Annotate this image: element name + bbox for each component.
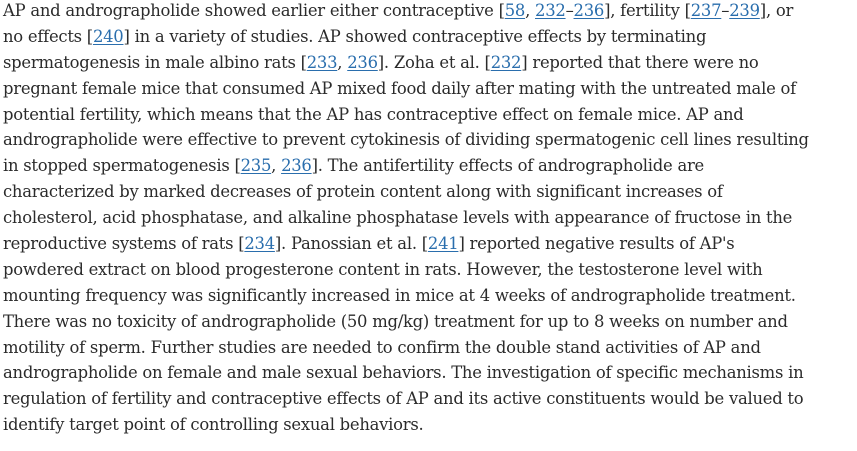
citation-link[interactable]: 58 — [504, 1, 526, 20]
text-run: in stopped spermatogenesis [ — [3, 156, 241, 176]
text-run: ], or — [759, 1, 794, 20]
text-line — [3, 24, 847, 50]
text-line — [3, 283, 847, 309]
text-run: , — [337, 52, 348, 72]
text-run: powdered extract on blood progesterone content in rats. However, the testosterone level with — [3, 259, 763, 279]
citation-link[interactable]: 236 — [573, 1, 605, 20]
text-run: mounting frequency was significantly increased in mice at 4 weeks of andrographolide treatment. — [3, 285, 796, 305]
text-run: identify target point of controlling sexual behaviors. — [3, 415, 424, 435]
text-run: cholesterol, acid phosphatase, and alkaline phosphatase levels with appearance of fructose in the — [3, 208, 793, 228]
citation-link[interactable]: 232 — [490, 52, 522, 72]
citation-link[interactable]: 234 — [244, 234, 275, 254]
text-line — [3, 50, 847, 76]
text-run: , — [525, 1, 536, 20]
text-run: ]. Zoha et al. [ — [377, 52, 491, 72]
text-run: – — [565, 1, 574, 20]
text-run: andrographolide were effective to prevent cytokinesis of dividing spermatogenic cell lines resulting — [3, 130, 809, 150]
text-line — [3, 412, 847, 438]
text-line — [3, 335, 847, 361]
text-line — [3, 386, 847, 412]
citation-link[interactable]: 239 — [729, 1, 760, 20]
text-run: pregnant female mice that consumed AP mixed food daily after mating with the untreated male of — [3, 78, 796, 98]
text-line — [3, 102, 847, 128]
text-run: – — [721, 1, 730, 20]
text-run: ] in a variety of studies. AP showed contraceptive effects by terminating — [123, 26, 707, 46]
text-run: ] reported negative results of AP's — [458, 234, 735, 254]
text-run: , — [271, 156, 282, 176]
text-run: motility of sperm. Further studies are needed to confirm the double stand activities of AP and — [3, 337, 761, 357]
text-run: spermatogenesis in male albino rats [ — [3, 52, 307, 72]
text-line — [3, 127, 847, 153]
citation-link[interactable]: 237 — [690, 1, 722, 20]
text-line — [3, 153, 847, 179]
text-line — [3, 257, 847, 283]
text-line — [3, 0, 847, 24]
text-run: There was no toxicity of andrographolide (50 mg/kg) treatment for up to 8 weeks on number and — [3, 311, 788, 331]
text-run: characterized by marked decreases of protein content along with significant increases of — [3, 182, 723, 202]
text-run: no effects [ — [3, 26, 93, 46]
citation-link[interactable]: 236 — [281, 156, 312, 176]
text-run: ] reported that there were no — [521, 52, 759, 72]
text-run: ], fertility [ — [604, 1, 691, 20]
text-line — [3, 179, 847, 205]
citation-link[interactable]: 240 — [92, 26, 124, 46]
text-run: regulation of fertility and contraceptive effects of AP and its active constituents would be valued to — [3, 389, 804, 409]
text-line — [3, 360, 847, 386]
text-run: ]. The antifertility effects of andrographolide are — [311, 156, 704, 176]
citation-link[interactable]: 232 — [535, 1, 566, 20]
text-run: potential fertility, which means that the AP has contraceptive effect on female mice. AP and — [3, 104, 744, 124]
text-line — [3, 231, 847, 257]
text-run: reproductive systems of rats [ — [3, 234, 245, 254]
text-run: AP and andrographolide showed earlier either contraceptive [ — [3, 1, 505, 20]
text-run: andrographolide on female and male sexual behaviors. The investigation of specific mechanisms in — [3, 363, 804, 383]
citation-link[interactable]: 236 — [347, 52, 378, 72]
text-run: ]. Panossian et al. [ — [274, 234, 428, 254]
citation-link[interactable]: 235 — [240, 156, 272, 176]
citation-link[interactable]: 233 — [306, 52, 338, 72]
text-line — [3, 76, 847, 102]
citation-link[interactable]: 241 — [427, 234, 459, 254]
text-line — [3, 205, 847, 231]
text-line — [3, 309, 847, 335]
